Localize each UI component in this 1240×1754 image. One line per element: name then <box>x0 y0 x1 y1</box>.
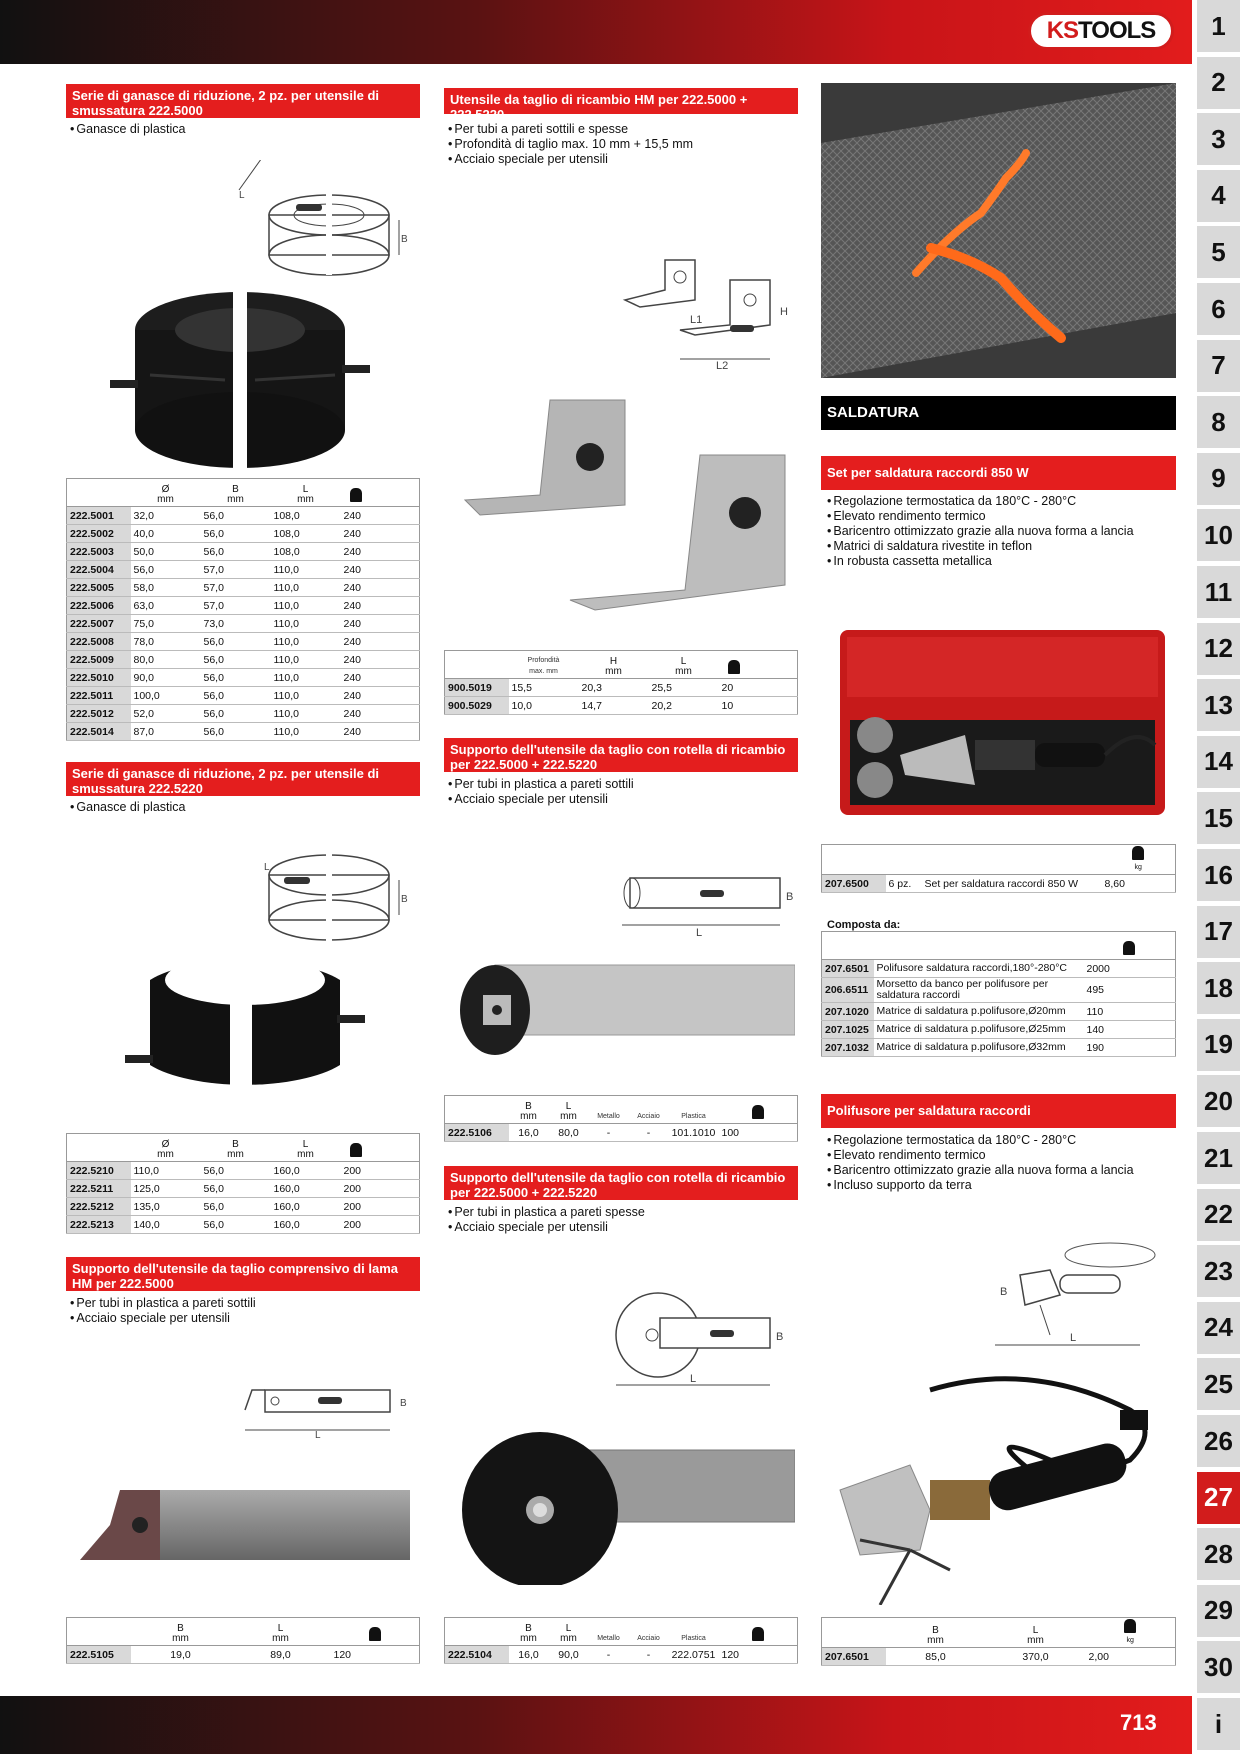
bullet-list: • Per tubi in plastica a pareti sottili • Acciaio speciale per utensili <box>70 1296 256 1326</box>
table-row <box>67 507 420 525</box>
weight-icon <box>752 1105 764 1119</box>
table-cell: 108,0 <box>271 525 341 543</box>
table-cell: 110,0 <box>271 687 341 705</box>
article-number: 222.5010 <box>67 669 131 687</box>
table-cell: 20 <box>719 679 749 697</box>
article-number: 207.1025 <box>822 1021 874 1039</box>
table-cell: 10,0 <box>509 697 579 715</box>
table-cell: 15,5 <box>509 679 579 697</box>
table-cell: 80,0 <box>131 651 201 669</box>
spec-table-207-6501: B mm L mm kg 207.6501 85,0 370,0 2,00 <box>821 1617 1176 1666</box>
spec-table-222-5000-jaws: Ø mm B mm L mm 222.5001 32,0 56,0 108,0 240 222.5002 40,0 56,0 108,0 240 222.5003 50,0 56,0 108,0 240 222.5004 56,0 57,0 110,0 240 222.5005 58,0 57,0 110,0 240 222.5006 63,0 57,0 110,0 240 222.5007 75,0 73,0 110,0 240 222.5008 78,0 56,0 110,0 240 222.5009 80,0 56,0 110,0 240 222.5010 90,0 56,0 110,0 240 222.5011 100,0 56,0 110,0 240 222.5012 52,0 56,0 110,0 240 222.5014 87,0 56,0 110,0 240 <box>66 478 420 741</box>
bullet-list: • Regolazione termostatica da 180°C - 280°C • Elevato rendimento termico • Baricentro ottimizzato grazie alla nuova forma a lancia • Matrici di saldatura rivestite in teflon • In robusta cassetta metallica <box>827 494 1134 569</box>
bullet-list: • Ganasce di plastica <box>70 800 185 815</box>
article-number: 222.5007 <box>67 615 131 633</box>
table-cell: 160,0 <box>271 1198 341 1216</box>
section-title: Utensile da taglio di ricambio HM per 222.5000 + 222.5220 <box>444 88 798 114</box>
table-row <box>67 723 420 741</box>
table-cell: 160,0 <box>271 1216 341 1234</box>
table-cell: Morsetto da banco per polifusore per saldatura raccordi <box>874 978 1084 1003</box>
table-cell: 240 <box>341 579 371 597</box>
table-cell: 87,0 <box>131 723 201 741</box>
article-number: 206.6511 <box>822 978 874 1003</box>
chapter-tab-5[interactable]: 5 <box>1197 226 1240 278</box>
table-cell: Matrice di saldatura p.polifusore,Ø25mm <box>874 1021 1084 1039</box>
table-cell: Matrice di saldatura p.polifusore,Ø20mm <box>874 1003 1084 1021</box>
svg-text:L: L <box>264 862 270 873</box>
table-cell: - <box>589 1124 629 1142</box>
section-title: Serie di ganasce di riduzione, 2 pz. per utensile di smussatura 222.5000 <box>66 84 420 118</box>
chapter-tab-10[interactable]: 10 <box>1197 509 1240 561</box>
table-cell: 110,0 <box>131 1162 201 1180</box>
cutter-holder-photo <box>80 1480 410 1570</box>
table-cell: 240 <box>341 615 371 633</box>
article-number: 900.5019 <box>445 679 509 697</box>
table-row <box>67 633 420 651</box>
svg-text:L: L <box>239 190 245 201</box>
spec-table-222-5105: B mm L mm 222.5105 19,0 89,0 120 <box>66 1617 420 1664</box>
spec-table-222-5106: B mm L mm Metallo Acciaio Plastica 222.5106 16,0 80,0 - - 101.1010 100 <box>444 1095 798 1142</box>
svg-text:B: B <box>400 1398 407 1409</box>
welding-set-case-photo <box>835 625 1170 820</box>
chapter-tab-20[interactable]: 20 <box>1197 1075 1240 1127</box>
table-cell: 240 <box>341 723 371 741</box>
table-cell: 200 <box>341 1198 371 1216</box>
chapter-tab-28[interactable]: 28 <box>1197 1528 1240 1580</box>
table-row <box>445 697 798 715</box>
weight-icon <box>350 488 362 502</box>
weight-icon <box>1132 846 1144 860</box>
svg-text:L: L <box>315 1430 321 1440</box>
table-cell: 85,0 <box>886 1648 986 1666</box>
weight-icon <box>728 660 740 674</box>
chapter-tab-16[interactable]: 16 <box>1197 849 1240 901</box>
table-row <box>67 1216 420 1234</box>
article-number: 222.5213 <box>67 1216 131 1234</box>
article-number: 222.5210 <box>67 1162 131 1180</box>
table-cell: 16,0 <box>509 1124 549 1142</box>
table-row <box>822 960 1176 978</box>
table-row <box>67 1180 420 1198</box>
chapter-tab-17[interactable]: 17 <box>1197 906 1240 958</box>
table-cell: 2000 <box>1084 960 1176 978</box>
chapter-tab-2[interactable]: 2 <box>1197 57 1240 109</box>
article-number: 222.5012 <box>67 705 131 723</box>
bullet-list: • Regolazione termostatica da 180°C - 280°C • Elevato rendimento termico • Baricentro ottimizzato grazie alla nuova forma a lancia • Incluso supporto da terra <box>827 1133 1134 1193</box>
roller-holder-photo <box>455 960 795 1060</box>
table-cell: 50,0 <box>131 543 201 561</box>
article-number: 207.6500 <box>822 875 886 893</box>
roller-holder-drawing <box>610 1290 800 1390</box>
jaws-photo <box>110 285 370 470</box>
article-number: 222.5004 <box>67 561 131 579</box>
roller-holder-drawing <box>610 870 800 940</box>
table-cell: 56,0 <box>201 507 271 525</box>
chapter-tab-26[interactable]: 26 <box>1197 1415 1240 1467</box>
svg-text:L1: L1 <box>690 314 703 326</box>
table-row <box>67 669 420 687</box>
table-cell: 110,0 <box>271 597 341 615</box>
table-cell: - <box>589 1646 629 1664</box>
table-cell: 222.0751 <box>669 1646 719 1664</box>
table-row <box>67 1162 420 1180</box>
table-cell: 240 <box>341 561 371 579</box>
table-cell: 240 <box>341 543 371 561</box>
table-cell: 78,0 <box>131 633 201 651</box>
table-cell: 56,0 <box>201 525 271 543</box>
chapter-tab-8[interactable]: 8 <box>1197 396 1240 448</box>
chapter-tab-3[interactable]: 3 <box>1197 113 1240 165</box>
section-title: Set per saldatura raccordi 850 W <box>821 456 1176 490</box>
svg-text:L: L <box>690 1373 697 1385</box>
bullet-list: • Per tubi in plastica a pareti sottili • Acciaio speciale per utensili <box>448 777 634 807</box>
table-cell: 110,0 <box>271 561 341 579</box>
table-row <box>67 615 420 633</box>
article-number: 222.5104 <box>445 1646 509 1664</box>
ks-tools-logo: KS TOOLS <box>1028 12 1174 50</box>
table-row <box>67 1198 420 1216</box>
table-cell: 110 <box>1084 1003 1176 1021</box>
svg-text:B: B <box>1000 1286 1008 1298</box>
table-row <box>67 597 420 615</box>
table-cell: 57,0 <box>201 561 271 579</box>
table-row <box>445 1124 798 1142</box>
chapter-tab-6[interactable]: 6 <box>1197 283 1240 335</box>
table-row <box>822 1021 1176 1039</box>
table-cell: 240 <box>341 633 371 651</box>
table-cell: 200 <box>341 1162 371 1180</box>
article-number: 222.5211 <box>67 1180 131 1198</box>
table-cell: 120 <box>331 1646 420 1664</box>
table-row <box>67 1646 420 1664</box>
article-number: 222.5014 <box>67 723 131 741</box>
table-cell: 110,0 <box>271 705 341 723</box>
table-cell: - <box>629 1124 669 1142</box>
table-cell: 57,0 <box>201 597 271 615</box>
table-cell: 56,0 <box>201 723 271 741</box>
table-cell: 108,0 <box>271 507 341 525</box>
table-cell: 200 <box>341 1180 371 1198</box>
chapter-tab-23[interactable]: 23 <box>1197 1245 1240 1297</box>
section-title: Polifusore per saldatura raccordi <box>821 1094 1176 1128</box>
svg-text:L: L <box>1070 1332 1077 1344</box>
chapter-tab-7[interactable]: 7 <box>1197 340 1240 392</box>
footer-bar <box>0 1696 1192 1754</box>
table-cell: 240 <box>341 705 371 723</box>
table-cell: 73,0 <box>201 615 271 633</box>
table-cell: 110,0 <box>271 579 341 597</box>
table-cell: 100,0 <box>131 687 201 705</box>
jaws-drawing <box>234 835 414 945</box>
svg-text:B: B <box>776 1331 784 1343</box>
table-cell: 56,0 <box>201 1180 271 1198</box>
spec-table-207-6500: kg 207.6500 6 pz. Set per saldatura raccordi 850 W 8,60 <box>821 844 1176 893</box>
table-cell: Set per saldatura raccordi 850 W <box>922 875 1102 893</box>
article-number: 207.6501 <box>822 960 874 978</box>
table-cell: 10 <box>719 697 749 715</box>
table-cell: 56,0 <box>201 651 271 669</box>
roller-holder-photo <box>455 1400 795 1585</box>
chapter-tab-27[interactable]: 27 <box>1197 1472 1240 1524</box>
article-number: 222.5212 <box>67 1198 131 1216</box>
table-cell: 63,0 <box>131 597 201 615</box>
weight-icon <box>350 1143 362 1157</box>
article-number: 222.5011 <box>67 687 131 705</box>
table-cell: Matrice di saldatura p.polifusore,Ø32mm <box>874 1039 1084 1057</box>
table-cell: 16,0 <box>509 1646 549 1664</box>
table-row <box>67 579 420 597</box>
table-cell: 20,2 <box>649 697 719 715</box>
table-row <box>67 651 420 669</box>
table-cell: 6 pz. <box>886 875 922 893</box>
table-row <box>445 679 798 697</box>
table-cell: 110,0 <box>271 669 341 687</box>
table-cell: 240 <box>341 669 371 687</box>
chapter-tab-18[interactable]: 18 <box>1197 962 1240 1014</box>
article-number: 207.6501 <box>822 1648 886 1666</box>
table-cell: 190 <box>1084 1039 1176 1057</box>
spec-table-222-5220-jaws: Ø mm B mm L mm 222.5210 110,0 56,0 160,0 200 222.5211 125,0 56,0 160,0 200 222.5212 135,0 56,0 160,0 200 222.5213 140,0 56,0 160,0 200 <box>66 1133 420 1234</box>
category-title: SALDATURA <box>821 396 1176 430</box>
article-number: 900.5029 <box>445 697 509 715</box>
table-cell: 25,5 <box>649 679 719 697</box>
table-cell: 57,0 <box>201 579 271 597</box>
table-row <box>67 561 420 579</box>
table-cell: 56,0 <box>201 633 271 651</box>
table-cell: 90,0 <box>549 1646 589 1664</box>
weight-icon <box>752 1627 764 1641</box>
table-row <box>822 1003 1176 1021</box>
table-cell: 108,0 <box>271 543 341 561</box>
svg-text:L: L <box>696 927 703 939</box>
table-cell: 370,0 <box>986 1648 1086 1666</box>
chapter-tab-11[interactable]: 11 <box>1197 566 1240 618</box>
table-cell: 140,0 <box>131 1216 201 1234</box>
table-cell: 56,0 <box>131 561 201 579</box>
table-cell: 160,0 <box>271 1162 341 1180</box>
svg-text:B: B <box>401 894 408 905</box>
weight-icon <box>1124 1619 1136 1633</box>
welding-tool-drawing <box>990 1235 1170 1365</box>
table-row <box>67 705 420 723</box>
article-number: 222.5003 <box>67 543 131 561</box>
table-cell: - <box>629 1646 669 1664</box>
article-number: 207.1020 <box>822 1003 874 1021</box>
bullet-list: • Ganasce di plastica <box>70 122 185 137</box>
chapter-tab-24[interactable]: 24 <box>1197 1302 1240 1354</box>
blade-photo <box>460 395 790 615</box>
table-cell: 52,0 <box>131 705 201 723</box>
svg-text:L2: L2 <box>716 360 729 372</box>
chapter-tab-9[interactable]: 9 <box>1197 453 1240 505</box>
table-cell: 110,0 <box>271 651 341 669</box>
table-cell: 495 <box>1084 978 1176 1003</box>
article-number: 222.5008 <box>67 633 131 651</box>
table-cell: 32,0 <box>131 507 201 525</box>
table-cell: 240 <box>341 651 371 669</box>
chapter-tab-i[interactable]: i <box>1197 1698 1240 1750</box>
section-title: Supporto dell'utensile da taglio con rotella di ricambio per 222.5000 + 222.5220 <box>444 1166 798 1200</box>
chapter-tab-4[interactable]: 4 <box>1197 170 1240 222</box>
table-cell: 90,0 <box>131 669 201 687</box>
article-number: 222.5005 <box>67 579 131 597</box>
table-cell: 56,0 <box>201 687 271 705</box>
chapter-tab-22[interactable]: 22 <box>1197 1189 1240 1241</box>
article-number: 207.1032 <box>822 1039 874 1057</box>
table-row <box>822 875 1176 893</box>
table-cell: 110,0 <box>271 723 341 741</box>
table-cell: 135,0 <box>131 1198 201 1216</box>
table-cell: 120 <box>719 1646 798 1664</box>
chapter-tab-19[interactable]: 19 <box>1197 1019 1240 1071</box>
table-cell: 125,0 <box>131 1180 201 1198</box>
cutter-holder-drawing <box>240 1380 420 1440</box>
jaws-photo <box>125 955 365 1120</box>
table-cell: 56,0 <box>201 669 271 687</box>
table-cell: 56,0 <box>201 1162 271 1180</box>
article-number: 222.5106 <box>445 1124 509 1142</box>
svg-text:B: B <box>401 234 408 245</box>
table-cell: 110,0 <box>271 633 341 651</box>
table-row <box>822 1039 1176 1057</box>
table-cell: 56,0 <box>201 705 271 723</box>
chapter-tab-21[interactable]: 21 <box>1197 1132 1240 1184</box>
table-row <box>822 978 1176 1003</box>
spec-table-blades: Profondità max. mm H mm L mm 900.5019 15,5 20,3 25,5 20 900.5029 10,0 14,7 20,2 10 <box>444 650 798 715</box>
article-number: 222.5009 <box>67 651 131 669</box>
chapter-tab-14[interactable]: 14 <box>1197 736 1240 788</box>
bullet-list: • Per tubi in plastica a pareti spesse • Acciaio speciale per utensili <box>448 1205 645 1235</box>
composition-label: Composta da: <box>827 919 901 931</box>
table-cell: 240 <box>341 507 371 525</box>
table-cell: 20,3 <box>579 679 649 697</box>
welding-tool-photo <box>830 1370 1170 1605</box>
chapter-tab-1[interactable]: 1 <box>1197 0 1240 52</box>
table-cell: 200 <box>341 1216 371 1234</box>
table-row <box>822 1648 1176 1666</box>
table-cell: 56,0 <box>201 1216 271 1234</box>
weight-icon <box>1123 941 1135 955</box>
section-title: Supporto dell'utensile da taglio comprensivo di lama HM per 222.5000 <box>66 1257 420 1291</box>
bullet-list: • Per tubi a pareti sottili e spesse • Profondità di taglio max. 10 mm + 15,5 mm • Acciaio speciale per utensili <box>448 122 693 167</box>
table-cell: 8,60 <box>1102 875 1176 893</box>
table-cell: 100 <box>719 1124 798 1142</box>
table-cell: 101.1010 <box>669 1124 719 1142</box>
weight-icon <box>369 1627 381 1641</box>
chapter-tab-30[interactable]: 30 <box>1197 1641 1240 1693</box>
table-cell: 75,0 <box>131 615 201 633</box>
table-row <box>67 687 420 705</box>
table-cell: 40,0 <box>131 525 201 543</box>
blade-drawing <box>620 255 800 375</box>
table-cell: 56,0 <box>201 1198 271 1216</box>
chapter-tab-29[interactable]: 29 <box>1197 1585 1240 1637</box>
page-number: 713 <box>1120 1710 1157 1735</box>
chapter-tab-13[interactable]: 13 <box>1197 679 1240 731</box>
table-cell: 56,0 <box>201 543 271 561</box>
header-bar <box>0 0 1192 64</box>
section-title: Supporto dell'utensile da taglio con rotella di ricambio per 222.5000 + 222.5220 <box>444 738 798 772</box>
jaws-drawing <box>234 160 414 280</box>
svg-text:H: H <box>780 306 788 318</box>
chapter-tab-25[interactable]: 25 <box>1197 1358 1240 1410</box>
spec-table-222-5104: B mm L mm Metallo Acciaio Plastica 222.5104 16,0 90,0 - - 222.0751 120 <box>444 1617 798 1664</box>
chapter-tab-12[interactable]: 12 <box>1197 623 1240 675</box>
svg-text:B: B <box>786 891 794 903</box>
table-cell: 2,00 <box>1086 1648 1176 1666</box>
table-cell: 80,0 <box>549 1124 589 1142</box>
section-title: Serie di ganasce di riduzione, 2 pz. per utensile di smussatura 222.5220 <box>66 762 420 796</box>
table-cell: 58,0 <box>131 579 201 597</box>
table-cell: 160,0 <box>271 1180 341 1198</box>
table-cell: 14,7 <box>579 697 649 715</box>
table-cell: 240 <box>341 525 371 543</box>
table-cell: Polifusore saldatura raccordi,180°-280°C <box>874 960 1084 978</box>
table-cell: 140 <box>1084 1021 1176 1039</box>
chapter-tab-15[interactable]: 15 <box>1197 792 1240 844</box>
spec-table-composition <box>821 931 1176 1057</box>
table-cell: 19,0 <box>131 1646 231 1664</box>
table-row <box>445 1646 798 1664</box>
table-cell: 89,0 <box>231 1646 331 1664</box>
table-cell: 240 <box>341 597 371 615</box>
table-cell: 240 <box>341 687 371 705</box>
table-cell: 110,0 <box>271 615 341 633</box>
article-number: 222.5006 <box>67 597 131 615</box>
article-number: 222.5002 <box>67 525 131 543</box>
table-row <box>67 525 420 543</box>
article-number: 222.5001 <box>67 507 131 525</box>
welding-photo <box>821 83 1176 378</box>
table-row <box>67 543 420 561</box>
article-number: 222.5105 <box>67 1646 131 1664</box>
